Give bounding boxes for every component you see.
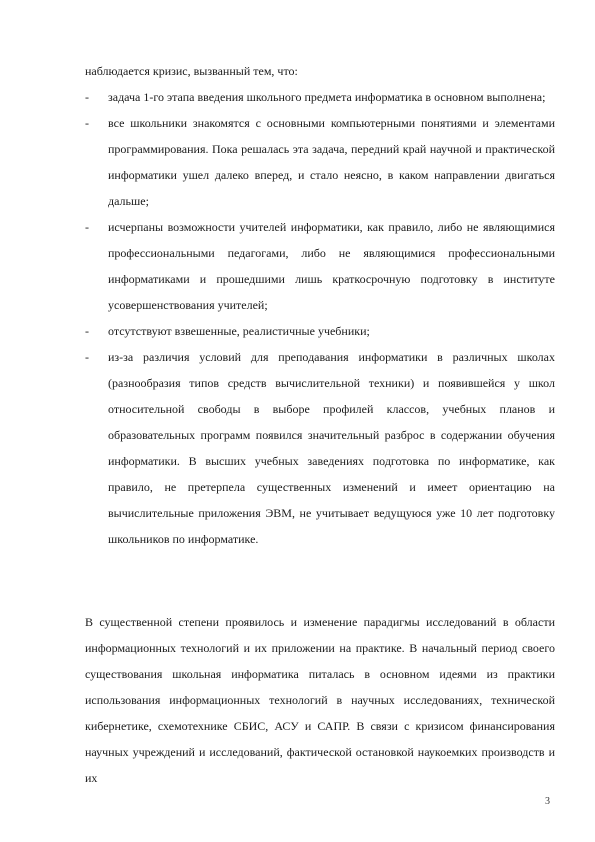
intro-line: наблюдается кризис, вызванный тем, что: bbox=[85, 64, 298, 78]
bullet-dash: - bbox=[85, 220, 89, 234]
list-item bbox=[85, 84, 555, 110]
body-paragraph: В существенной степени проявилось и изменение парадигмы исследований в области информационных технологий и их приложении на практике. В начальный период своего существования школьная информатика питалась в основном идеями из практики использования информационных технологий в научных исследованиях, технической кибернетике, схемотехнике СБИС, АСУ и САПР. В связи с кризисом финансирования научных учреждений и исследований, фактической остановкой наукоемких производств и их bbox=[85, 615, 555, 785]
list-item-text: из-за различия условий для преподавания информатики в различных школах (разнообразия типов средств вычислительной техники) и появившейся у школ относительной свободы в выборе профилей классов, учебных планов и образовательных программ появился значительный разброс в содержании обучения информатики. В высших учебных заведениях подготовка по информатике, как правило, не претерпела существенных изменений и имеет ориентацию на вычислительные приложения ЭВМ, не учитывает ведущуюся уже 10 лет подготовку школьников по информатике. bbox=[108, 350, 555, 546]
list-item bbox=[85, 318, 555, 344]
list-item bbox=[85, 110, 555, 214]
bullet-dash: - bbox=[85, 116, 89, 130]
bullet-dash: - bbox=[85, 350, 89, 364]
list-item-text: исчерпаны возможности учителей информатики, как правило, либо не являющимися профессиональными педагогами, либо не являющимися профессиональными информатиками и прошедшими лишь краткосрочную подготовку в институте усовершенствования учителей; bbox=[108, 220, 555, 312]
bullet-list bbox=[85, 84, 555, 552]
list-item-text: задача 1-го этапа введения школьного предмета информатика в основном выполнена; bbox=[108, 90, 546, 104]
list-item bbox=[85, 214, 555, 318]
list-item-text: все школьники знакомятся с основными компьютерными понятиями и элементами программирования. Пока решалась эта задача, передний край научной и практической информатики ушел далеко вперед, и стало неясно, в каком направлении двигаться дальше; bbox=[108, 116, 555, 208]
page-number: 3 bbox=[545, 796, 550, 807]
bullet-dash: - bbox=[85, 90, 89, 104]
bullet-dash: - bbox=[85, 324, 89, 338]
list-item bbox=[85, 344, 555, 552]
list-item-text: отсутствуют взвешенные, реалистичные учебники; bbox=[108, 324, 370, 338]
